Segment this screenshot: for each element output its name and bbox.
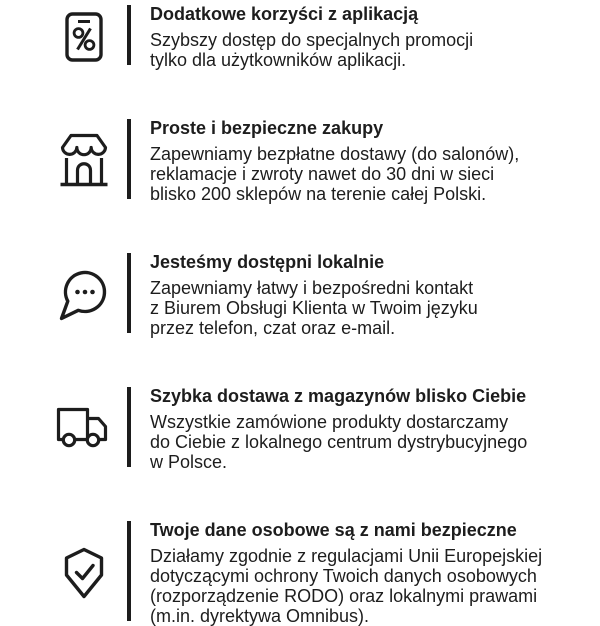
benefit-item-data-safety — [55, 519, 600, 626]
chat-bubble-icon — [55, 268, 113, 322]
benefit-title: Szybka dostawa z magazynów blisko Ciebie — [150, 386, 527, 406]
benefit-text-line: (m.in. dyrektywa Omnibus). — [150, 606, 370, 626]
benefit-description — [150, 30, 473, 70]
benefit-text-line: z Biurem Obsługi Klienta w Twoim języku — [150, 298, 478, 318]
benefit-text-line: Zapewniamy łatwy i bezpośredni kontakt — [150, 278, 474, 298]
storefront-icon — [55, 133, 113, 189]
benefit-text-line: Zapewniamy bezpłatne dostawy (do salonów), — [150, 144, 520, 164]
benefit-text-line: dotyczącymi ochrony Twoich danych osobowych — [150, 566, 537, 586]
benefit-text-block — [131, 519, 542, 626]
benefit-title: Proste i bezpieczne zakupy — [150, 118, 384, 138]
benefit-text-block — [131, 117, 519, 204]
benefit-title: Dodatkowe korzyści z aplikacją — [150, 4, 419, 24]
shield-check-icon — [55, 547, 113, 599]
benefit-item-local-support — [55, 251, 600, 338]
benefit-description — [150, 546, 542, 626]
benefit-text-line: Działamy zgodnie z regulacjami Unii Europejskiej — [150, 546, 543, 566]
benefit-text-line: Szybszy dostęp do specjalnych promocji — [150, 30, 474, 50]
benefit-description — [150, 278, 478, 338]
phone-discount-icon — [55, 12, 113, 62]
benefit-text-line: tylko dla użytkowników aplikacji. — [150, 50, 407, 70]
benefit-text-line: (rozporządzenie RODO) oraz lokalnymi prawami — [150, 586, 538, 606]
benefit-text-line: reklamacje i zwroty nawet do 30 dni w sieci — [150, 164, 495, 184]
delivery-truck-icon — [55, 407, 113, 451]
benefit-item-fast-delivery — [55, 385, 600, 472]
benefit-item-safe-shopping — [55, 117, 600, 204]
benefit-text-line: blisko 200 sklepów na terenie całej Polski. — [150, 184, 487, 204]
benefit-text-line: do Ciebie z lokalnego centrum dystrybucyjnego — [150, 432, 528, 452]
benefit-title: Twoje dane osobowe są z nami bezpieczne — [150, 520, 517, 540]
benefit-text-block — [131, 251, 478, 338]
benefit-text-line: przez telefon, czat oraz e-mail. — [150, 318, 396, 338]
benefit-description — [150, 144, 519, 204]
benefit-text-line: w Polsce. — [150, 452, 228, 472]
benefit-text-block — [131, 3, 473, 70]
benefit-description — [150, 412, 527, 472]
benefit-text-line: Wszystkie zamówione produkty dostarczamy — [150, 412, 509, 432]
benefit-text-block — [131, 385, 527, 472]
benefit-item-app-perks — [55, 3, 600, 70]
benefit-title: Jesteśmy dostępni lokalnie — [150, 252, 385, 272]
